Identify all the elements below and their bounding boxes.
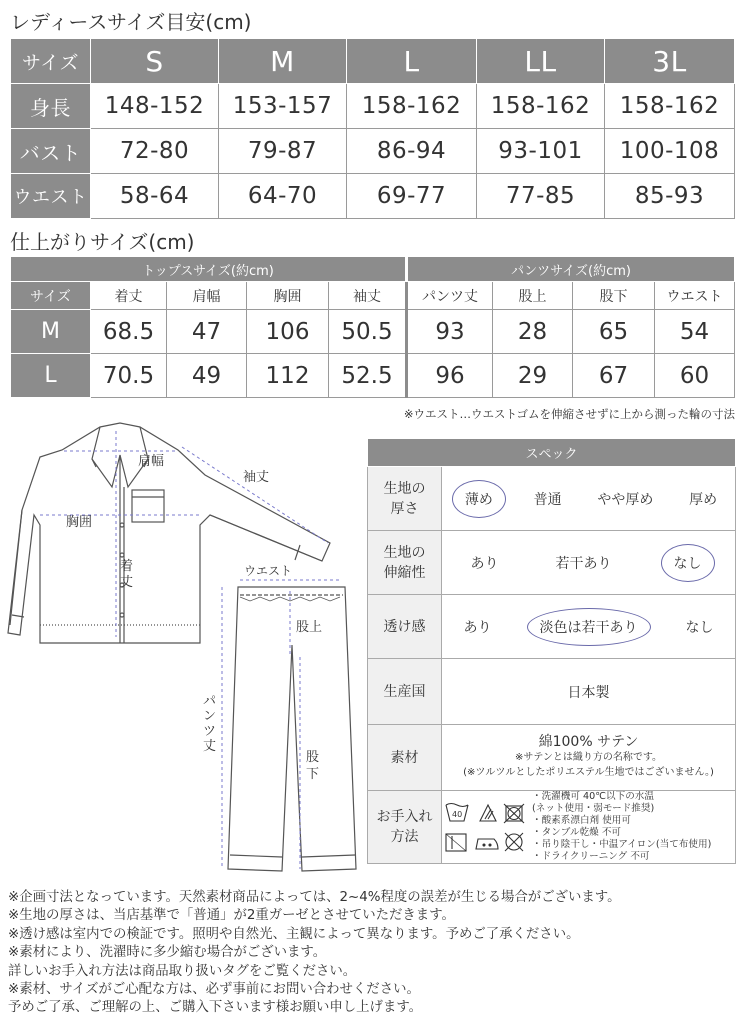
pants-length-label-3: ツ — [203, 724, 217, 739]
spec-label-line: 伸縮性 — [383, 564, 426, 581]
table-row — [11, 354, 735, 398]
column-header: 胸囲 — [247, 282, 329, 310]
length-label-2: 丈 — [120, 575, 134, 590]
table-cell: 148-152 — [91, 84, 219, 129]
table-cell: 93-101 — [477, 129, 605, 174]
iron-medium-icon — [476, 839, 498, 849]
group-header-row — [11, 257, 735, 282]
column-header: 袖丈 — [329, 282, 407, 310]
table-cell: 28 — [493, 310, 573, 354]
finished-size-table — [10, 256, 735, 398]
spec-label-line: 方法 — [390, 829, 419, 845]
pants-group-header: パンツサイズ(約cm) — [407, 257, 735, 282]
spec-label-line: お手入れ — [376, 809, 433, 825]
size-corner: サイズ — [11, 39, 91, 84]
table-cell: 58-64 — [91, 174, 219, 219]
table-cell: 70.5 — [91, 354, 167, 398]
spec-label — [368, 467, 442, 531]
row-label: M — [11, 310, 91, 354]
option-slightly: 若干あり — [555, 555, 612, 572]
size-col: L — [347, 39, 477, 84]
pants-measure-lines — [222, 580, 340, 869]
table-cell: 86-94 — [347, 129, 477, 174]
inseam-label-2: 下 — [306, 767, 320, 782]
inseam-label-1: 股 — [306, 750, 320, 765]
finished-size-title: 仕上がりサイズ(cm) — [10, 230, 195, 254]
care-line: ・吊り陰干し・中温アイロン(当て布使用) — [532, 839, 712, 850]
care-line: (ネット使用・弱モード推奨) — [532, 803, 655, 814]
sleeve-label: 袖丈 — [243, 470, 270, 485]
footer-note: 予めご了承、ご理解の上、ご購入下さいます様お願い申し上げます。 — [8, 1000, 423, 1016]
footer-note: ※素材により、洗濯時に多少縮む場合がございます。 — [8, 945, 327, 961]
ladies-size-table — [10, 38, 735, 219]
option-light-slightly-selected: 淡色は若干あり — [527, 608, 651, 646]
table-cell: 68.5 — [91, 310, 167, 354]
pants-length-label-2: ン — [203, 709, 217, 724]
table-row — [11, 84, 735, 129]
waist-measure-note: ※ウエスト…ウエストゴムを伸縮させずに上から測った輪の寸法 — [403, 407, 735, 421]
care-line: ・ドライクリーニング 不可 — [532, 851, 650, 862]
table-cell: 29 — [493, 354, 573, 398]
option-none-selected: なし — [661, 544, 715, 582]
footer-note: ※生地の厚さは、当店基準で「普通」が2重ガーゼとさせていただきます。 — [8, 908, 455, 924]
column-header: 肩幅 — [167, 282, 247, 310]
spec-row-material — [368, 725, 736, 791]
table-cell: 64-70 — [219, 174, 347, 219]
table-row — [11, 310, 735, 354]
footer-note: 詳しいお手入れ方法は商品取り扱いタグをご覧ください。 — [8, 963, 357, 979]
care-line: ・タンブル乾燥 不可 — [532, 827, 622, 838]
spec-label: 透け感 — [368, 595, 442, 659]
table-cell: 158-162 — [477, 84, 605, 129]
pants-length-label-1: パ — [203, 694, 217, 709]
spec-label: 素材 — [368, 725, 442, 791]
row-label: ウエスト — [11, 174, 91, 219]
tops-group-header: トップスサイズ(約cm) — [11, 257, 407, 282]
size-col: 3L — [605, 39, 735, 84]
option-thin-selected: 薄め — [452, 480, 506, 518]
spec-row-thickness — [368, 467, 736, 531]
spec-label — [368, 791, 442, 864]
size-col: M — [219, 39, 347, 84]
footer-note: ※透け感は室内での検証です。照明や自然光、主観によって異なります。予めご了承ください。 — [8, 926, 580, 942]
spec-label-line: 厚さ — [390, 500, 419, 517]
table-cell: 153-157 — [219, 84, 347, 129]
footer-note: ※企画寸法となっています。天然素材商品によっては、2~4%程度の誤差が生じる場合がございます。 — [8, 890, 621, 905]
table-cell: 93 — [407, 310, 493, 354]
spec-label — [368, 531, 442, 595]
spec-row-origin — [368, 659, 736, 725]
column-header: パンツ丈 — [407, 282, 493, 310]
shirt-illustration — [8, 423, 330, 643]
length-label-1: 着 — [120, 559, 134, 574]
rise-label: 股上 — [296, 620, 323, 635]
option-thick: 厚め — [689, 491, 718, 508]
table-cell: 52.5 — [329, 354, 407, 398]
column-header-row — [11, 282, 735, 310]
table-cell: 50.5 — [329, 310, 407, 354]
wash-temp-text: 40 — [452, 810, 463, 819]
table-header-row — [11, 39, 735, 84]
table-cell: 106 — [247, 310, 329, 354]
table-cell: 72-80 — [91, 129, 219, 174]
ladies-size-title: レディースサイズ目安(cm) — [10, 10, 252, 34]
row-label: 身長 — [11, 84, 91, 129]
table-cell: 49 — [167, 354, 247, 398]
shirt-measure-lines — [40, 431, 328, 637]
care-line: ・酸素系漂白剤 使用可 — [532, 815, 631, 826]
footer-notes — [8, 889, 738, 1018]
pants-length-label-4: 丈 — [203, 739, 217, 754]
spec-label-line: 生地の — [383, 544, 426, 561]
table-cell: 79-87 — [219, 129, 347, 174]
table-cell: 85-93 — [605, 174, 735, 219]
table-row — [11, 174, 735, 219]
column-header: 股上 — [493, 282, 573, 310]
table-cell: 60 — [655, 354, 735, 398]
care-instructions — [532, 791, 711, 863]
table-cell: 67 — [573, 354, 655, 398]
shoulder-label: 肩幅 — [138, 454, 165, 469]
table-cell: 69-77 — [347, 174, 477, 219]
option-yes: あり — [463, 619, 492, 636]
spec-row-care — [368, 791, 736, 864]
table-cell: 54 — [655, 310, 735, 354]
table-cell: 158-162 — [347, 84, 477, 129]
table-cell: 112 — [247, 354, 329, 398]
row-label: バスト — [11, 129, 91, 174]
option-yes: あり — [470, 555, 499, 572]
material-note-1: ※サテンとは織り方の名称です。 — [514, 752, 663, 763]
material-note-2: (※ツルツルとしたポリエステル生地ではございません。) — [463, 767, 714, 778]
size-corner: サイズ — [11, 282, 91, 310]
waist-label: ウエスト — [244, 564, 293, 578]
garment-diagram — [0, 415, 365, 885]
table-cell: 65 — [573, 310, 655, 354]
chest-label: 胸囲 — [66, 515, 93, 530]
spec-label: 生産国 — [368, 659, 442, 725]
table-cell: 47 — [167, 310, 247, 354]
pants-illustration — [228, 587, 356, 871]
spec-row-sheer — [368, 595, 736, 659]
spec-row-stretch — [368, 531, 736, 595]
spec-label-line: 生地の — [383, 480, 426, 497]
option-slightly-thick: やや厚め — [597, 491, 654, 508]
origin-value: 日本製 — [442, 659, 736, 725]
table-cell: 77-85 — [477, 174, 605, 219]
column-header: ウエスト — [655, 282, 735, 310]
column-header: 着丈 — [91, 282, 167, 310]
option-none: なし — [685, 619, 714, 636]
option-normal: 普通 — [533, 491, 562, 508]
spec-header: スペック — [368, 439, 736, 467]
table-cell: 100-108 — [605, 129, 735, 174]
spec-table — [367, 438, 736, 864]
table-cell: 158-162 — [605, 84, 735, 129]
column-header: 股下 — [573, 282, 655, 310]
material-value: 綿100% サテン — [538, 734, 639, 750]
table-row — [11, 129, 735, 174]
care-line: ・洗濯機可 40℃以下の水温 — [532, 791, 654, 802]
size-col: S — [91, 39, 219, 84]
care-symbols — [442, 797, 530, 857]
size-col: LL — [477, 39, 605, 84]
row-label: L — [11, 354, 91, 398]
footer-note: ※素材、サイズがご心配な方は、必ず事前にお問い合わせください。 — [8, 982, 420, 998]
table-cell: 96 — [407, 354, 493, 398]
